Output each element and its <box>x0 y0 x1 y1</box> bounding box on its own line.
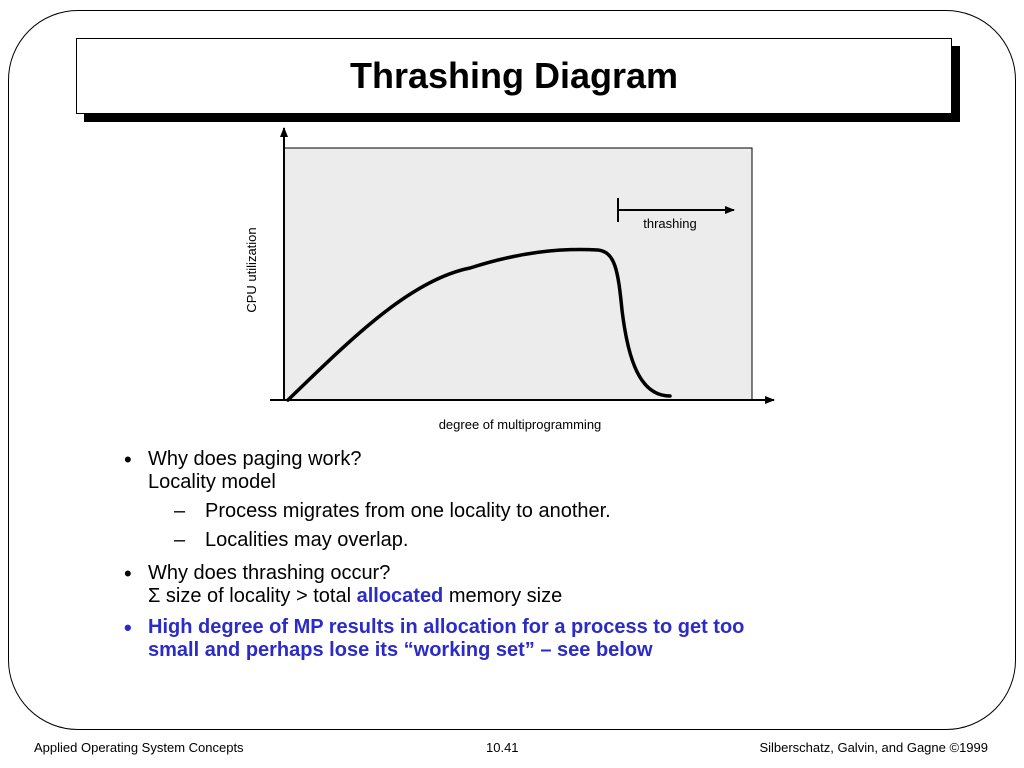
text-segment: memory size <box>443 585 563 607</box>
bullet-list <box>120 448 880 662</box>
sub-bullet-text: Localities may overlap. <box>205 529 409 551</box>
title-box <box>76 38 952 114</box>
bullet-text: Why does paging work? <box>148 448 362 470</box>
footer-page-number: 10.41 <box>486 740 519 755</box>
footer-right: Silberschatz, Galvin, and Gagne ©1999 <box>759 740 988 755</box>
sub-bullet-migrate <box>120 500 880 523</box>
bullet-marker: • <box>124 447 132 472</box>
bullet-marker: • <box>124 615 132 640</box>
sub-bullet-overlap <box>120 529 880 552</box>
bullet-marker: • <box>124 561 132 586</box>
dash-marker: – <box>174 529 186 551</box>
plot-area <box>284 148 752 400</box>
bullet-text-line <box>148 585 880 608</box>
y-axis-label: CPU utilization <box>244 227 259 313</box>
text-segment: size of locality > total <box>160 585 357 607</box>
bullet-text: small and perhaps lose its “working set” – see below <box>148 639 653 661</box>
thrashing-diagram <box>230 120 790 440</box>
bullet-text: Locality model <box>148 471 276 493</box>
page-title: Thrashing Diagram <box>349 55 679 96</box>
emphasis-allocated: allocated <box>356 585 444 607</box>
sigma-symbol: Σ <box>148 585 161 607</box>
bullet-high-degree <box>120 616 880 662</box>
bullet-text: Why does thrashing occur? <box>148 562 391 584</box>
dash-marker: – <box>174 500 186 522</box>
footer-left: Applied Operating System Concepts <box>34 740 244 755</box>
sub-bullet-text: Process migrates from one locality to another. <box>205 500 611 522</box>
bullet-text: High degree of MP results in allocation for a process to get too <box>148 616 745 638</box>
bullet-paging <box>120 448 880 494</box>
thrashing-label: thrashing <box>643 216 697 231</box>
bullet-thrashing <box>120 562 880 608</box>
x-axis-label: degree of multiprogramming <box>438 417 602 432</box>
